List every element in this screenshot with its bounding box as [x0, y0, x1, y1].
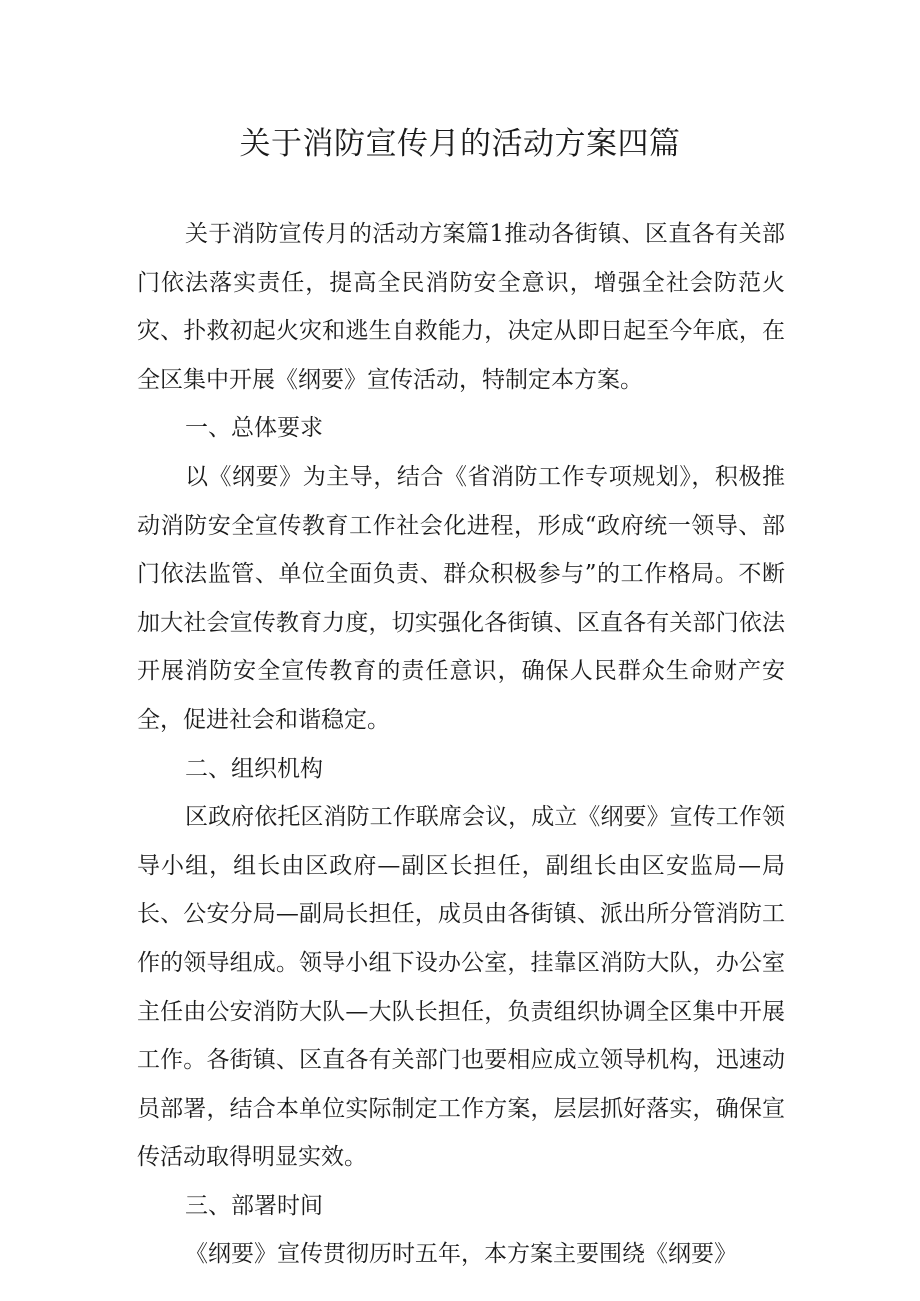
- paragraph-general-requirements: 以《纲要》为主导，结合《省消防工作专项规划》，积极推动消防安全宣传教育工作社会化进程，形成“政府统一领导、部门依法监管、单位全面负责、群众积极参与”的工作格局。不断加大社会宣传教育力度，切实强化各街镇、区直各有关部门依法开展消防安全宣传教育的责任意识，确保人民群众生命财产安全，促进社会和谐稳定。: [137, 463, 785, 733]
- paragraph-organization: 区政府依托区消防工作联席会议，成立《纲要》宣传工作领导小组，组长由区政府—副区长担任，副组长由区安监局—局长、公安分局—副局长担任，成员由各街镇、派出所分管消防工作的领导组成。领导小组下设办公室，挂靠区消防大队，办公室主任由公安消防大队—大队长担任，负责组织协调全区集中开展工作。各街镇、区直各有关部门也要相应成立领导机构，迅速动员部署，结合本单位实际制定工作方案，层层抓好落实，确保宣传活动取得明显实效。: [137, 804, 785, 1171]
- document-body: [137, 210, 785, 1279]
- document-title: 关于消防宣传月的活动方案四篇: [239, 126, 681, 162]
- section-heading-organization: 二、组织机构: [185, 755, 323, 782]
- section-heading-schedule: 三、部署时间: [185, 1192, 323, 1219]
- paragraph-schedule: 《纲要》宣传贯彻历时五年，本方案主要围绕《纲要》: [185, 1241, 737, 1268]
- section-heading-general-requirements: 一、总体要求: [185, 415, 323, 442]
- paragraph-intro: 关于消防宣传月的活动方案篇1推动各街镇、区直各有关部门依法落实责任，提高全民消防安全意识，增强全社会防范火灾、扑救初起火灾和逃生自救能力，决定从即日起至今年底，在全区集中开展《纲要》宣传活动，特制定本方案。: [137, 221, 785, 393]
